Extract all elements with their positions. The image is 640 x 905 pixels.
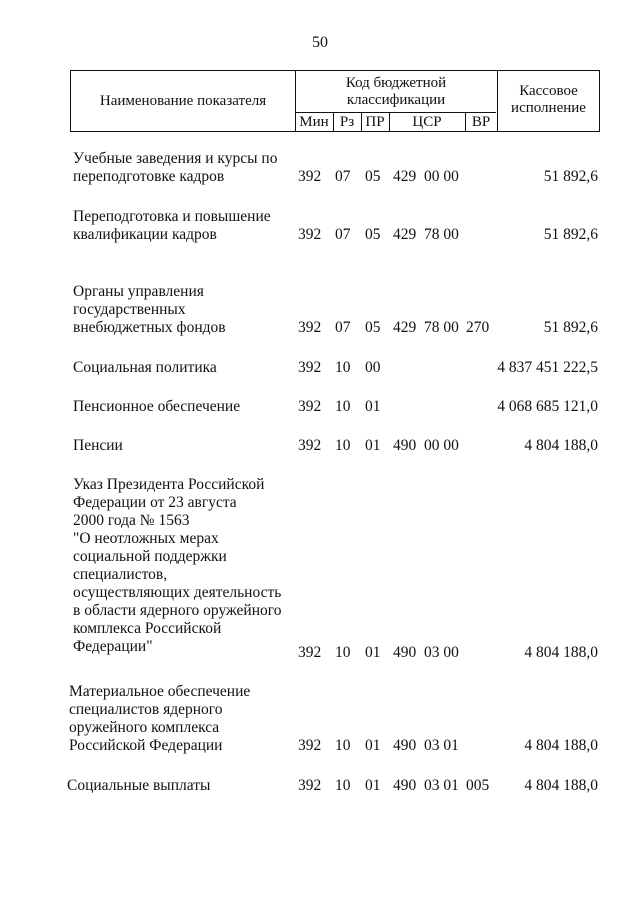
row-name: Указ Президента Российской Федерации от 23 августа 2000 года № 1563 "О неотложных мерах социальной поддержки специалистов, осуществляющих деятельность в области ядерного оружейного комплекса Российской Федерации" — [73, 476, 282, 655]
header-amount: Кассовое исполнение — [511, 83, 586, 116]
row-min: 392 — [298, 437, 322, 454]
row-min: 392 — [298, 359, 322, 376]
row-csr: 490 03 00 — [393, 644, 459, 661]
row-pr: 05 — [365, 226, 381, 243]
page-number: 50 — [312, 34, 328, 51]
row-rz: 10 — [335, 359, 351, 376]
row-name: Переподготовка и повышение квалификации кадров — [73, 208, 271, 243]
row-csr: 490 00 00 — [393, 437, 459, 454]
row-csr: 429 78 00 — [393, 319, 459, 336]
header-sub-pr: ПР — [365, 114, 385, 130]
row-amount: 4 804 188,0 — [524, 437, 598, 454]
row-vr: 270 — [466, 319, 490, 336]
row-name: Социальные выплаты — [67, 777, 211, 794]
row-pr: 01 — [365, 737, 381, 754]
row-rz: 07 — [335, 226, 351, 243]
row-amount: 4 804 188,0 — [524, 777, 598, 794]
row-amount: 4 068 685 121,0 — [497, 398, 598, 415]
row-amount: 51 892,6 — [543, 168, 598, 185]
row-amount: 4 837 451 222,5 — [497, 359, 598, 376]
row-pr: 05 — [365, 168, 381, 185]
header-sub-min: Мин — [299, 114, 329, 130]
row-rz: 10 — [335, 777, 351, 794]
row-name: Органы управления государственных внебюджетных фондов — [73, 283, 226, 336]
row-vr: 005 — [466, 777, 490, 794]
row-csr: 490 03 01 — [393, 737, 459, 754]
row-min: 392 — [298, 644, 322, 661]
row-pr: 01 — [365, 644, 381, 661]
header-name: Наименование показателя — [99, 93, 267, 109]
row-rz: 10 — [335, 398, 351, 415]
row-min: 392 — [298, 168, 322, 185]
row-pr: 01 — [365, 437, 381, 454]
row-rz: 10 — [335, 437, 351, 454]
row-amount: 4 804 188,0 — [524, 644, 598, 661]
row-rz: 07 — [335, 319, 351, 336]
row-name: Учебные заведения и курсы по переподготовке кадров — [73, 150, 278, 185]
header-sub-rz: Рз — [339, 114, 355, 130]
row-rz: 07 — [335, 168, 351, 185]
table-header — [70, 70, 600, 132]
row-min: 392 — [298, 398, 322, 415]
row-pr: 00 — [365, 359, 381, 376]
row-pr: 01 — [365, 398, 381, 415]
row-name: Пенсии — [73, 437, 123, 454]
row-rz: 10 — [335, 644, 351, 661]
row-amount: 51 892,6 — [543, 226, 598, 243]
row-min: 392 — [298, 226, 322, 243]
row-csr: 429 00 00 — [393, 168, 459, 185]
row-name: Пенсионное обеспечение — [73, 398, 241, 415]
row-amount: 51 892,6 — [543, 319, 598, 336]
row-min: 392 — [298, 319, 322, 336]
row-name: Социальная политика — [73, 359, 217, 376]
row-amount: 4 804 188,0 — [524, 737, 598, 754]
header-sub-vr: ВР — [471, 114, 491, 130]
row-name: Материальное обеспечение специалистов ядерного оружейного комплекса Российской Федерации — [69, 683, 251, 754]
row-min: 392 — [298, 777, 322, 794]
row-min: 392 — [298, 737, 322, 754]
row-pr: 05 — [365, 319, 381, 336]
row-pr: 01 — [365, 777, 381, 794]
row-rz: 10 — [335, 737, 351, 754]
header-code-group: Код бюджетной классификации — [345, 75, 447, 108]
header-sub-csr: ЦСР — [412, 114, 442, 130]
row-csr: 429 78 00 — [393, 226, 459, 243]
row-csr: 490 03 01 — [393, 777, 459, 794]
